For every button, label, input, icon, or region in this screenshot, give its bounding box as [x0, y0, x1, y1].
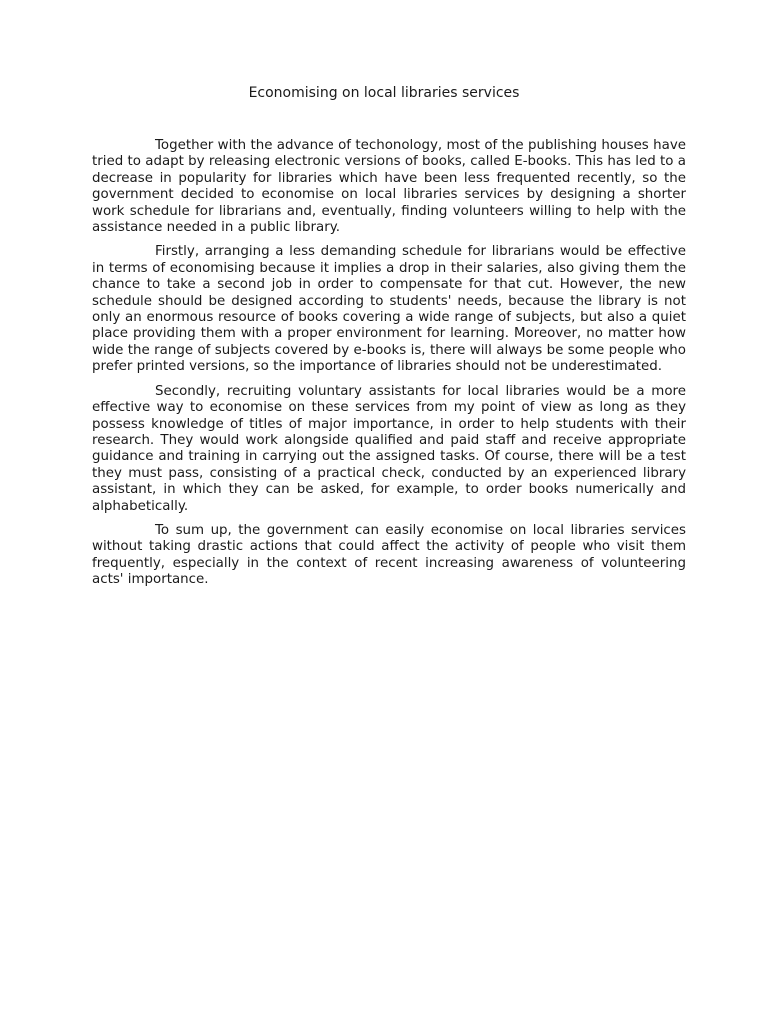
document-body: [92, 138, 686, 597]
document-title: Economising on local libraries services: [248, 85, 520, 101]
paragraph-conclusion: To sum up, the government can easily economise on local libraries services without taking drastic actions that could affect the activity of people who visit them frequently, especially in the context of recent increasing awareness of volunteering acts' importance.: [92, 522, 686, 588]
paragraph-secondly: Secondly, recruiting voluntary assistants for local libraries would be a more effective way to economise on these services from my point of view as long as they possess knowledge of titles of major importance, in order to help students with their research. They would work alongside qualified and paid staff and receive appropriate guidance and training in carrying out the assigned tasks. Of course, there will be a test they must pass, consisting of a practical check, conducted by an experienced library assistant, in which they can be asked, for example, to order books numerically and alphabetically.: [92, 383, 686, 514]
paragraph-introduction: Together with the advance of techonology, most of the publishing houses have tried to adapt by releasing electronic versions of books, called E-books. This has led to a decrease in popularity for libraries which have been less frequented recently, so the government decided to economise on local libraries services by designing a shorter work schedule for librarians and, eventually, finding volunteers willing to help with the assistance needed in a public library.: [92, 138, 686, 236]
paragraph-firstly: Firstly, arranging a less demanding schedule for librarians would be effective in terms of economising because it implies a drop in their salaries, also giving them the chance to take a second job in order to compensate for that cut. However, the new schedule should be designed according to students' needs, because the library is not only an enormous resource of books covering a wide range of subjects, but also a quiet place providing them with a proper environment for learning. Moreover, no matter how wide the range of subjects covered by e-books is, there will always be some people who prefer printed versions, so the importance of libraries should not be underestimated.: [92, 244, 686, 375]
